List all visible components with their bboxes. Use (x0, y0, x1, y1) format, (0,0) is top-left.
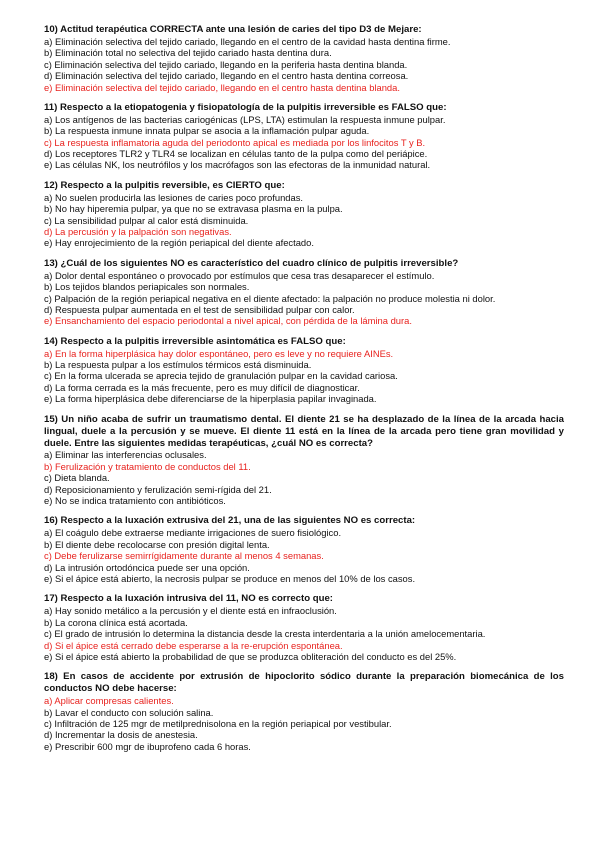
answer-option: b) El diente debe recolocarse con presión digital lenta. (44, 538, 270, 550)
answer-option: a) Eliminación selectiva del tejido cariado, llegando en el centro de la cavidad hasta dentina firme. (44, 35, 451, 47)
answer-option: b) La corona clínica está acortada. (44, 616, 188, 628)
answer-option: e) La forma hiperplásica debe diferenciarse de la hiperplasia papilar invaginada. (44, 393, 377, 405)
answer-option: c) Dieta blanda. (44, 472, 110, 484)
answer-option: d) La forma cerrada es la más frecuente, pero es muy difícil de diagnosticar. (44, 381, 360, 393)
answer-option: a) Los antígenos de las bacterias cariogénicas (LPS, LTA) estimulan la respuesta inmune pulpar. (44, 113, 446, 125)
answer-option-correct: e) Eliminación selectiva del tejido cariado, llegando en el centro hasta dentina blanda. (44, 81, 400, 93)
question-title: 16) Respecto a la luxación extrusiva del 21, una de las siguientes NO es correcta: (44, 515, 416, 527)
answer-option-correct: c) La respuesta inflamatoria aguda del periodonto apical es mediada por los linfocitos T y B. (44, 136, 426, 148)
question-title: 11) Respecto a la etiopatogenia y fisiopatología de la pulpitis irreversible es FALSO que: (44, 101, 447, 113)
answer-option-correct: d) La percusión y la palpación son negativas. (44, 226, 232, 237)
answer-option: d) Incrementar la dosis de anestesia. (44, 729, 198, 741)
answer-option-correct: a) En la forma hiperplásica hay dolor espontáneo, pero es leve y no requiere AINEs. (44, 347, 394, 359)
question-title: 12) Respecto a la pulpitis reversible, es CIERTO que: (44, 179, 285, 191)
answer-option: e) Si el ápice está abierto, la necrosis pulpar se produce en menos del 10% de los casos. (44, 572, 416, 584)
question-title: 13) ¿Cuál de los siguientes NO es característico del cuadro clínico de pulpitis irreversible? (44, 257, 459, 269)
question-block (44, 24, 564, 93)
answer-option-correct: a) Aplicar compresas calientes. (44, 695, 174, 707)
answer-option: c) Palpación de la región periapical negativa en el diente afectado: la palpación no produce molestia ni dolor. (44, 292, 496, 304)
question-block (44, 102, 564, 171)
answer-option: d) Eliminación selectiva del tejido cariado, llegando en el centro hasta dentina correosa. (44, 70, 409, 82)
answer-option: c) La sensibilidad pulpar al calor está disminuida. (44, 214, 249, 226)
answer-option: a) Dolor dental espontáneo o provocado por estímulos que cesa tras desaparecer el estímulo. (44, 269, 435, 281)
answer-option: e) Si el ápice está abierto la probabilidad de que se produzca obliteración del conducto es del 25%. (44, 650, 457, 662)
question-title: 18) En casos de accidente por extrusión de hipoclorito sódico durante la preparación biomecánica de los conductos NO debe hacerse: (44, 671, 564, 695)
question-block (44, 258, 564, 327)
answer-option: b) Lavar el conducto con solución salina. (44, 706, 214, 718)
answer-option-correct: c) Debe ferulizarse semirrígidamente durante al menos 4 semanas. (44, 550, 324, 562)
answer-option: e) Hay enrojecimiento de la región periapical del diente afectado. (44, 237, 314, 249)
question-block (44, 593, 564, 662)
answer-option-correct: d) Si el ápice está cerrado debe esperarse a la re-erupción espontánea. (44, 639, 343, 651)
question-block (44, 336, 564, 405)
question-title: 10) Actitud terapéutica CORRECTA ante una lesión de caries del tipo D3 de Mejare: (44, 24, 422, 35)
answer-option: a) Hay sonido metálico a la percusión y el diente está en infraoclusión. (44, 605, 337, 617)
answer-option: c) Eliminación selectiva del tejido cariado, llegando en la periferia hasta dentina blanda. (44, 58, 408, 70)
answer-option-correct: e) Ensanchamiento del espacio periodontal a nivel apical, con pérdida de la lámina dura. (44, 315, 412, 327)
answer-option: b) La respuesta inmune innata pulpar se asocia a la inflamación pulpar aguda. (44, 125, 370, 137)
question-block (44, 180, 564, 249)
answer-option: d) Respuesta pulpar aumentada en el test de sensibilidad pulpar con calor. (44, 303, 355, 315)
answer-option: e) No se indica tratamiento con antibióticos. (44, 495, 226, 507)
answer-option: c) El grado de intrusión lo determina la distancia desde la cresta interdentaria a la unión amelocementaria. (44, 628, 486, 640)
answer-option: a) Eliminar las interferencias oclusales. (44, 449, 207, 461)
answer-option: c) Infiltración de 125 mgr de metilprednisolona en la región periapical por vestibular. (44, 717, 392, 729)
answer-option: a) No suelen producirla las lesiones de caries poco profundas. (44, 191, 304, 203)
answer-option-correct: b) Ferulización y tratamiento de conductos del 11. (44, 460, 251, 472)
question-block (44, 671, 564, 752)
question-title: 14) Respecto a la pulpitis irreversible asintomática es FALSO que: (44, 335, 346, 347)
answer-option: e) Prescribir 600 mgr de ibuprofeno cada 6 horas. (44, 740, 251, 752)
answer-option: c) En la forma ulcerada se aprecia tejido de granulación pulpar en la cavidad cariosa. (44, 370, 398, 382)
answer-option: d) La intrusión ortodóncica puede ser una opción. (44, 561, 250, 573)
question-block (44, 515, 564, 584)
question-title: 15) Un niño acaba de sufrir un traumatismo dental. El diente 21 se ha desplazado de la línea de la arcada hacia lingual, duele a la percusión y se mueve. El diente 11 está en la línea de la arcada pero tiene gran movilidad y duele. Entre las siguientes medidas terapéuticas, ¿cuál NO es correcta? (44, 413, 564, 449)
answer-option: d) Reposicionamiento y ferulización semi-rígida del 21. (44, 483, 272, 495)
answer-option: b) La respuesta pulpar a los estímulos térmicos está disminuida. (44, 359, 312, 371)
answer-option: b) Los tejidos blandos periapicales son normales. (44, 281, 250, 293)
answer-option: b) Eliminación total no selectiva del tejido cariado hasta dentina dura. (44, 47, 332, 59)
exam-page (44, 24, 564, 761)
answer-option: a) El coágulo debe extraerse mediante irrigaciones de suero fisiológico. (44, 527, 342, 539)
answer-option: e) Las células NK, los neutrófilos y los macrófagos son las efectoras de la inmunidad natural. (44, 159, 431, 171)
question-title: 17) Respecto a la luxación intrusiva del 11, NO es correcto que: (44, 593, 333, 605)
question-block (44, 414, 564, 507)
answer-option: d) Los receptores TLR2 y TLR4 se localizan en células tanto de la pulpa como del periápice. (44, 148, 428, 160)
answer-option: b) No hay hiperemia pulpar, ya que no se extravasa plasma en la pulpa. (44, 203, 343, 215)
